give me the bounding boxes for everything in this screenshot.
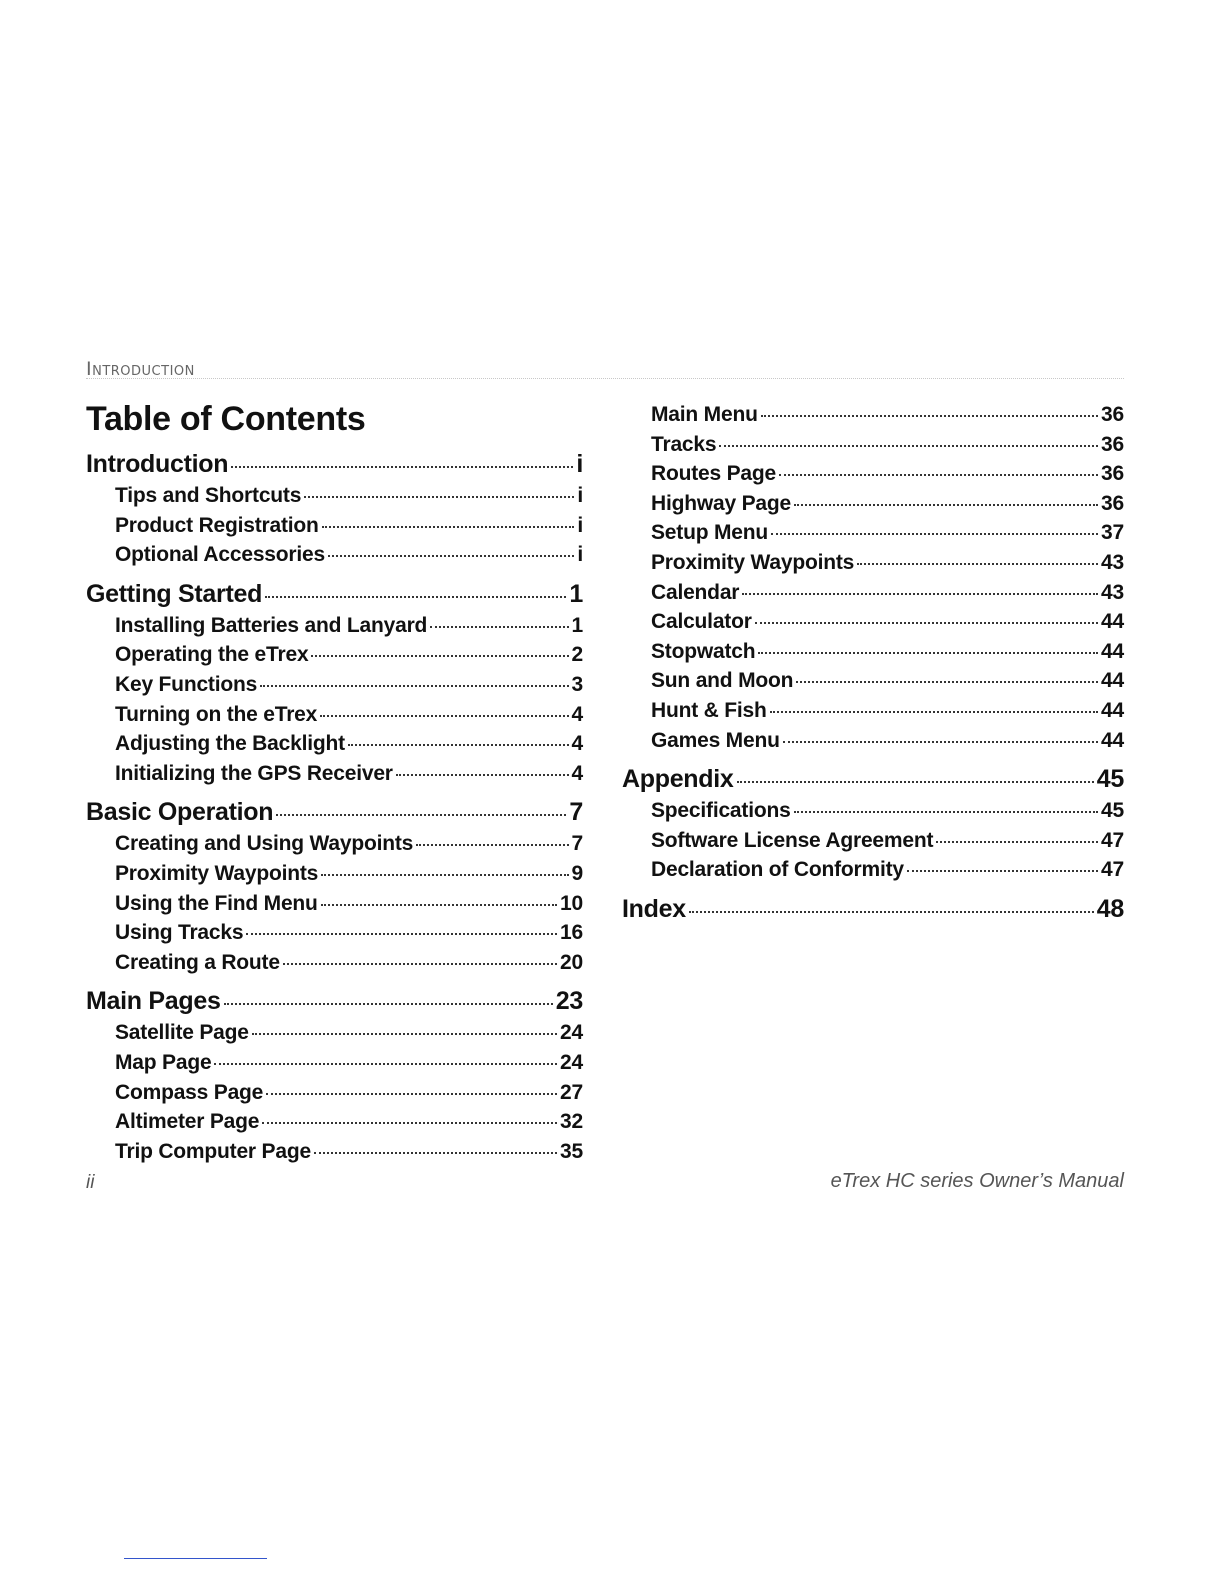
toc-entry-label: Adjusting the Backlight xyxy=(115,732,345,756)
toc-entry-page: 4 xyxy=(571,761,583,785)
toc-entry-page: 4 xyxy=(571,702,583,726)
toc-entry-label: Main Pages xyxy=(86,987,221,1016)
toc-entry-label: Declaration of Conformity xyxy=(651,858,904,882)
toc-entry[interactable] xyxy=(86,540,583,570)
toc-entry[interactable] xyxy=(86,611,583,641)
dot-leader xyxy=(224,1003,553,1005)
toc-entry-label: Compass Page xyxy=(115,1080,264,1104)
toc-entry-page: 44 xyxy=(1101,610,1124,634)
toc-entry-label: Main Menu xyxy=(651,403,758,426)
dot-leader xyxy=(783,741,1098,743)
toc-entry-page: 44 xyxy=(1101,669,1124,693)
dot-leader xyxy=(857,563,1098,565)
toc-entry[interactable] xyxy=(622,893,1124,926)
toc-entry-label: Trip Computer Page xyxy=(115,1139,311,1163)
dot-leader xyxy=(320,715,568,717)
toc-entry[interactable] xyxy=(622,763,1124,796)
dot-leader xyxy=(936,841,1098,843)
dot-leader xyxy=(796,681,1098,683)
toc-entry-label: Operating the eTrex xyxy=(115,643,309,667)
toc-entry-page: 43 xyxy=(1101,580,1124,604)
toc-entry-label: Initializing the GPS Receiver xyxy=(115,761,393,785)
toc-entry-label: Satellite Page xyxy=(115,1021,249,1045)
toc-entry-page: 37 xyxy=(1101,521,1124,545)
dot-leader xyxy=(794,504,1098,506)
toc-entry-page: 36 xyxy=(1101,432,1124,456)
toc-entry-label: Highway Page xyxy=(651,491,791,515)
toc-entry[interactable] xyxy=(86,578,583,611)
dot-leader xyxy=(779,474,1098,476)
toc-entry[interactable] xyxy=(622,548,1124,578)
toc-entry-label: Setup Menu xyxy=(651,521,768,545)
toc-entry[interactable] xyxy=(622,518,1124,548)
toc-left-column xyxy=(86,448,583,1166)
toc-entry[interactable] xyxy=(86,948,583,978)
toc-entry[interactable] xyxy=(622,637,1124,667)
dot-leader xyxy=(755,622,1098,624)
toc-entry-label: Hunt & Fish xyxy=(651,698,767,722)
toc-entry-label: Specifications xyxy=(651,799,791,823)
toc-entry[interactable] xyxy=(86,1107,583,1137)
dot-leader xyxy=(719,445,1098,447)
toc-entry[interactable] xyxy=(86,859,583,889)
toc-entry[interactable] xyxy=(86,448,583,481)
toc-entry-label: Tracks xyxy=(651,432,717,456)
toc-entry[interactable] xyxy=(86,511,583,541)
toc-entry-page: 47 xyxy=(1101,858,1124,882)
toc-entry[interactable] xyxy=(86,729,583,759)
toc-entry-page: 16 xyxy=(560,921,583,945)
dot-leader xyxy=(321,874,568,876)
toc-entry[interactable] xyxy=(86,829,583,859)
toc-entry[interactable] xyxy=(86,1078,583,1108)
dot-leader xyxy=(321,904,557,906)
toc-entry-page: i xyxy=(576,450,583,478)
toc-entry-label: Index xyxy=(622,894,686,923)
toc-entry[interactable] xyxy=(622,726,1124,756)
toc-entry[interactable] xyxy=(622,459,1124,489)
toc-entry[interactable] xyxy=(86,1018,583,1048)
dot-leader xyxy=(771,533,1098,535)
dot-leader xyxy=(276,814,566,816)
toc-entry-page: 36 xyxy=(1101,403,1124,426)
dot-leader xyxy=(416,844,568,846)
dot-leader xyxy=(214,1063,557,1065)
footer-page-number: ii xyxy=(86,1172,95,1193)
page-title: Table of Contents xyxy=(86,400,366,438)
toc-entry-page: 45 xyxy=(1096,765,1124,794)
toc-entry-label: Map Page xyxy=(115,1050,212,1074)
toc-entry-label: Proximity Waypoints xyxy=(115,861,319,885)
toc-entry[interactable] xyxy=(86,700,583,730)
toc-entry-page: 48 xyxy=(1096,894,1124,923)
toc-entry-label: Introduction xyxy=(86,450,229,478)
toc-entry-page: 20 xyxy=(560,950,583,974)
toc-entry-label: Altimeter Page xyxy=(115,1110,260,1134)
toc-entry[interactable] xyxy=(86,985,583,1018)
toc-entry-page: 32 xyxy=(560,1110,583,1134)
dot-leader xyxy=(794,811,1098,813)
toc-entry[interactable] xyxy=(86,889,583,919)
toc-entry-label: Calendar xyxy=(651,580,740,604)
section-header: Introduction xyxy=(86,358,195,380)
toc-right-column xyxy=(622,400,1124,926)
dot-leader xyxy=(761,415,1098,417)
toc-entry-label: Sun and Moon xyxy=(651,669,794,693)
toc-entry-label: Turning on the eTrex xyxy=(115,702,318,726)
toc-entry-label: Appendix xyxy=(622,765,734,794)
toc-entry-label: Software License Agreement xyxy=(651,828,934,852)
toc-entry[interactable] xyxy=(622,489,1124,519)
dot-leader xyxy=(260,685,568,687)
dot-leader xyxy=(322,526,575,528)
toc-entry-label: Routes Page xyxy=(651,462,776,486)
toc-entry-page: 2 xyxy=(571,643,583,667)
toc-entry-label: Using the Find Menu xyxy=(115,891,318,915)
dot-leader xyxy=(246,933,557,935)
toc-entry-label: Stopwatch xyxy=(651,639,756,663)
toc-entry[interactable] xyxy=(622,430,1124,460)
toc-entry-page: 7 xyxy=(571,832,583,856)
toc-entry-label: Proximity Waypoints xyxy=(651,550,855,574)
toc-entry-label: Product Registration xyxy=(115,513,319,537)
toc-entry[interactable] xyxy=(622,666,1124,696)
toc-entry-label: Optional Accessories xyxy=(115,543,325,567)
dot-leader xyxy=(737,781,1094,783)
toc-entry-page: 36 xyxy=(1101,491,1124,515)
toc-entry[interactable] xyxy=(622,696,1124,726)
toc-entry-label: Key Functions xyxy=(115,672,258,696)
toc-entry-page: 1 xyxy=(571,613,583,637)
toc-entry[interactable] xyxy=(86,481,583,511)
toc-entry-label: Games Menu xyxy=(651,728,780,752)
toc-entry-page: 35 xyxy=(560,1139,583,1163)
toc-entry[interactable] xyxy=(622,578,1124,608)
dot-leader xyxy=(770,711,1098,713)
toc-entry[interactable] xyxy=(86,640,583,670)
footer-manual-title: eTrex HC series Owner’s Manual xyxy=(830,1170,1124,1192)
toc-entry[interactable] xyxy=(86,670,583,700)
toc-entry-page: 36 xyxy=(1101,462,1124,486)
toc-entry-label: Tips and Shortcuts xyxy=(115,484,302,507)
toc-entry[interactable] xyxy=(622,796,1124,826)
toc-entry[interactable] xyxy=(86,1048,583,1078)
toc-entry-page: 43 xyxy=(1101,550,1124,574)
toc-entry[interactable] xyxy=(86,759,583,789)
toc-entry-page: i xyxy=(577,484,583,507)
toc-entry-page: 24 xyxy=(560,1050,583,1074)
toc-entry-page: 27 xyxy=(560,1080,583,1104)
toc-entry[interactable] xyxy=(622,826,1124,856)
toc-entry-page: i xyxy=(577,543,583,567)
toc-entry[interactable] xyxy=(622,607,1124,637)
dot-leader xyxy=(396,774,569,776)
toc-entry-page: 44 xyxy=(1101,728,1124,752)
dot-leader xyxy=(328,555,574,557)
toc-entry[interactable] xyxy=(86,1137,583,1167)
dot-leader xyxy=(758,652,1098,654)
dot-leader xyxy=(689,911,1094,913)
toc-entry-page: 7 xyxy=(569,798,583,827)
dot-leader xyxy=(262,1122,557,1124)
dot-leader xyxy=(283,963,557,965)
toc-entry-page: 4 xyxy=(571,732,583,756)
toc-entry-label: Using Tracks xyxy=(115,921,244,945)
toc-entry[interactable] xyxy=(86,796,583,829)
dot-leader xyxy=(265,596,566,598)
dot-leader xyxy=(314,1152,557,1154)
dot-leader xyxy=(231,466,573,468)
dot-leader xyxy=(266,1093,557,1095)
toc-entry-label: Creating a Route xyxy=(115,950,280,974)
dot-leader xyxy=(742,593,1098,595)
toc-entry-page: 3 xyxy=(571,672,583,696)
dot-leader xyxy=(311,655,568,657)
toc-entry-label: Installing Batteries and Lanyard xyxy=(115,613,428,637)
toc-entry-page: i xyxy=(577,513,583,537)
link-underline xyxy=(124,1558,267,1559)
toc-entry[interactable] xyxy=(86,918,583,948)
toc-entry-page: 1 xyxy=(569,579,583,608)
toc-entry-page: 10 xyxy=(560,891,583,915)
toc-entry-page: 47 xyxy=(1101,828,1124,852)
header-divider xyxy=(86,378,1124,379)
toc-entry-page: 45 xyxy=(1101,799,1124,823)
dot-leader xyxy=(252,1033,557,1035)
toc-entry-label: Basic Operation xyxy=(86,798,274,827)
toc-entry-page: 44 xyxy=(1101,639,1124,663)
toc-entry-label: Calculator xyxy=(651,610,752,634)
toc-entry-page: 44 xyxy=(1101,698,1124,722)
toc-entry[interactable] xyxy=(622,855,1124,885)
dot-leader xyxy=(348,744,569,746)
dot-leader xyxy=(430,626,568,628)
toc-entry-label: Creating and Using Waypoints xyxy=(115,832,414,856)
toc-entry-page: 24 xyxy=(560,1021,583,1045)
dot-leader xyxy=(304,496,574,498)
toc-entry-page: 23 xyxy=(555,987,583,1016)
toc-entry-page: 9 xyxy=(571,861,583,885)
dot-leader xyxy=(907,870,1098,872)
toc-entry-label: Getting Started xyxy=(86,579,263,608)
toc-entry[interactable] xyxy=(622,400,1124,430)
